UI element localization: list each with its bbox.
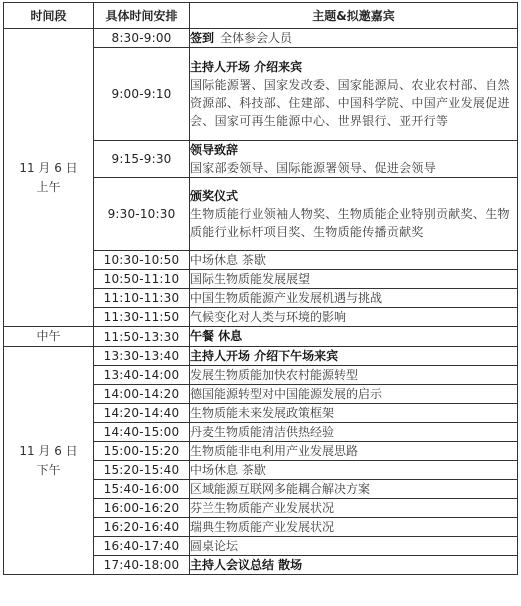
time-cell: 10:30-10:50 bbox=[94, 251, 190, 270]
afternoon-label: 下午 bbox=[36, 462, 61, 477]
time-cell: 16:40-17:40 bbox=[94, 537, 190, 556]
topic-title: 颁奖仪式 bbox=[190, 188, 239, 203]
topic-detail: 生物质能行业领袖人物奖、生物质能企业特别贡献奖、生物质能行业标杆项目奖、生物质能传播贡献奖 bbox=[190, 206, 510, 239]
topic-cell: 生物质能未来发展政策框架 bbox=[190, 404, 518, 423]
topic-title: 主持人开场 介绍来宾 bbox=[190, 59, 303, 74]
time-cell: 9:30-10:30 bbox=[94, 178, 190, 251]
agenda-table bbox=[3, 2, 518, 575]
time-cell: 14:40-15:00 bbox=[94, 423, 190, 442]
topic-cell: 圆桌论坛 bbox=[190, 537, 518, 556]
time-cell: 16:20-16:40 bbox=[94, 518, 190, 537]
time-cell: 16:00-16:20 bbox=[94, 499, 190, 518]
topic-cell: 中场休息 茶歇 bbox=[190, 461, 518, 480]
topic-cell: 主持人开场 介绍下午场来宾 bbox=[190, 347, 518, 366]
table-row bbox=[4, 327, 518, 347]
header-row bbox=[4, 3, 518, 29]
time-cell: 10:50-11:10 bbox=[94, 270, 190, 289]
topic-detail: 国家部委领导、国际能源署领导、促进会领导 bbox=[190, 160, 437, 175]
topic-cell: 丹麦生物质能清洁供热经验 bbox=[190, 423, 518, 442]
time-cell: 13:30-13:40 bbox=[94, 347, 190, 366]
table-row bbox=[4, 347, 518, 366]
time-cell: 11:30-11:50 bbox=[94, 308, 190, 327]
time-cell: 13:40-14:00 bbox=[94, 366, 190, 385]
morning-period-cell bbox=[4, 29, 94, 327]
table-row bbox=[4, 29, 518, 48]
topic-cell bbox=[190, 178, 518, 251]
morning-date: 11 月 6 日 bbox=[19, 160, 78, 175]
time-cell: 9:15-9:30 bbox=[94, 141, 190, 178]
afternoon-period-cell bbox=[4, 347, 94, 575]
topic-cell: 主持人会议总结 散场 bbox=[190, 556, 518, 575]
time-cell: 11:10-11:30 bbox=[94, 289, 190, 308]
header-topic: 主题&拟邀嘉宾 bbox=[190, 3, 518, 29]
topic-cell: 中国生物质能源产业发展机遇与挑战 bbox=[190, 289, 518, 308]
afternoon-date: 11 月 6 日 bbox=[19, 443, 78, 458]
topic-cell: 德国能源转型对中国能源发展的启示 bbox=[190, 385, 518, 404]
topic-cell: 发展生物质能加快农村能源转型 bbox=[190, 366, 518, 385]
topic-cell: 瑞典生物质能产业发展状况 bbox=[190, 518, 518, 537]
topic-cell bbox=[190, 29, 518, 48]
topic-cell: 国际生物质能发展展望 bbox=[190, 270, 518, 289]
noon-period-cell: 中午 bbox=[4, 327, 94, 347]
morning-label: 上午 bbox=[36, 179, 61, 194]
topic-cell bbox=[190, 141, 518, 178]
header-time: 具体时间安排 bbox=[94, 3, 190, 29]
time-cell: 15:00-15:20 bbox=[94, 442, 190, 461]
topic-detail: 全体参会人员 bbox=[220, 31, 293, 45]
topic-cell: 气候变化对人类与环境的影响 bbox=[190, 308, 518, 327]
topic-title: 签到 bbox=[190, 31, 215, 45]
time-cell: 15:40-16:00 bbox=[94, 480, 190, 499]
topic-cell: 中场休息 茶歇 bbox=[190, 251, 518, 270]
topic-cell: 区域能源互联网多能耦合解决方案 bbox=[190, 480, 518, 499]
topic-cell: 午餐 休息 bbox=[190, 327, 518, 347]
header-period: 时间段 bbox=[4, 3, 94, 29]
time-cell: 9:00-9:10 bbox=[94, 48, 190, 141]
topic-cell bbox=[190, 48, 518, 141]
topic-detail: 国际能源署、国家发改委、国家能源局、农业农村部、自然资源部、科技部、住建部、中国科学院、中国产业发展促进会、国家可再生能源中心、世界银行、亚开行等 bbox=[190, 77, 510, 128]
time-cell: 14:20-14:40 bbox=[94, 404, 190, 423]
time-cell: 14:00-14:20 bbox=[94, 385, 190, 404]
time-cell: 15:20-15:40 bbox=[94, 461, 190, 480]
time-cell: 11:50-13:30 bbox=[94, 327, 190, 347]
topic-cell: 生物质能非电利用产业发展思路 bbox=[190, 442, 518, 461]
time-cell: 8:30-9:00 bbox=[94, 29, 190, 48]
time-cell: 17:40-18:00 bbox=[94, 556, 190, 575]
topic-title: 领导致辞 bbox=[190, 142, 239, 157]
topic-cell: 芬兰生物质能产业发展状况 bbox=[190, 499, 518, 518]
